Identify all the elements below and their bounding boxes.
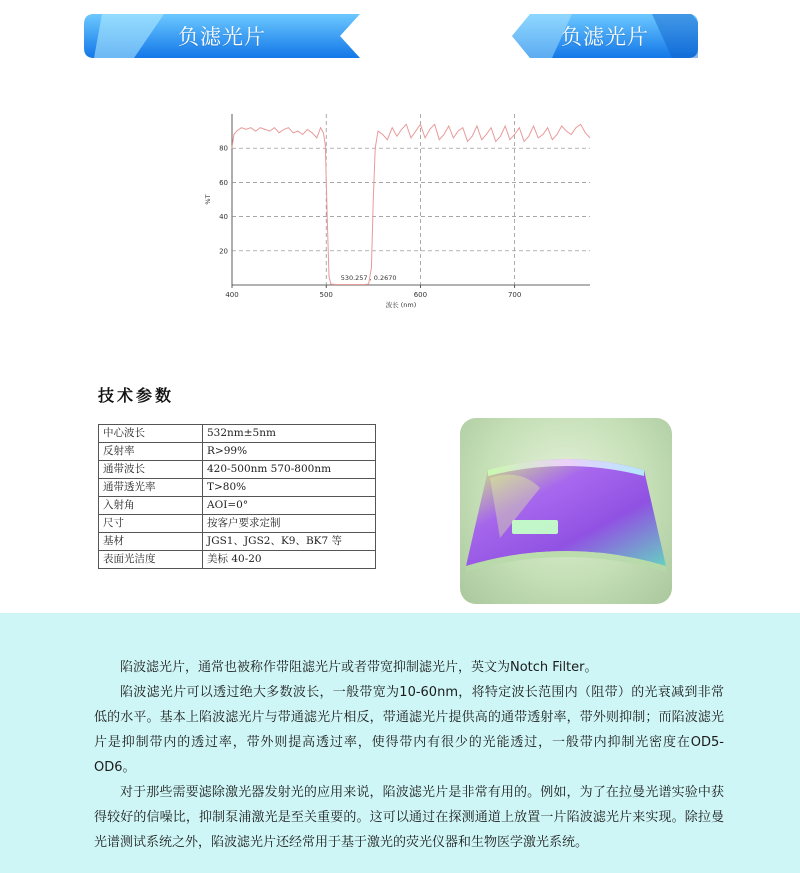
- transmission-chart-svg: [190, 110, 610, 325]
- spec-value: 美标 40-20: [203, 551, 376, 569]
- spec-value: T>80%: [203, 479, 376, 497]
- spec-value: 420-500nm 570-800nm: [203, 461, 376, 479]
- x-tick-label: 600: [413, 291, 428, 299]
- banner-left-title: 负滤光片: [178, 25, 266, 49]
- min-point-annotation: 530.257 , 0.2670: [340, 274, 397, 282]
- spec-row: [99, 443, 376, 461]
- spec-row: [99, 425, 376, 443]
- x-tick-label: 400: [225, 291, 239, 299]
- spec-key: 通带波长: [99, 461, 203, 479]
- description-paragraph-3: 对于那些需要滤除激光器发射光的应用来说，陷波滤光片是非常有用的。例如，为了在拉曼光谱实验中获得较好的信噪比，抑制泵浦激光是至关重要的。这可以通过在探测通道上放置一片陷波滤光片来实现。除拉曼光谱测试系统之外，陷波滤光片还经常用于基于激光的荧光仪器和生物医学激光系统。: [94, 785, 724, 850]
- spec-key: 尺寸: [99, 515, 203, 533]
- specs-title: 技术参数: [98, 386, 175, 405]
- y-tick-label: 20: [219, 247, 228, 256]
- spec-key: 入射角: [99, 497, 203, 515]
- description-paragraph-1: 陷波滤光片，通常也被称作带阻滤光片或者带宽抑制滤光片，英文为Notch Filter。: [120, 660, 598, 675]
- spec-row: [99, 497, 376, 515]
- spec-key: 基材: [99, 533, 203, 551]
- description-panel: [0, 613, 800, 873]
- x-tick-label: 700: [507, 291, 522, 299]
- spec-value: R>99%: [203, 443, 376, 461]
- specs-table: [98, 424, 376, 569]
- y-tick-label: 80: [219, 144, 228, 153]
- spec-value: AOI=0°: [203, 497, 376, 515]
- banner-right-title: 负滤光片: [561, 25, 649, 49]
- filter-product-photo: [460, 418, 672, 604]
- spec-key: 表面光洁度: [99, 551, 203, 569]
- spec-row: [99, 551, 376, 569]
- spec-row: [99, 533, 376, 551]
- spec-row: [99, 515, 376, 533]
- x-axis-label: 波长 (nm): [385, 301, 417, 309]
- title-banner-right: [512, 14, 698, 58]
- y-tick-label: 60: [219, 178, 228, 187]
- description-paragraph-2: 陷波滤光片可以透过绝大多数波长，一般带宽为10-60nm，将特定波长范围内（阻带）的光衰减到非常低的水平。基本上陷波滤光片与带通滤光片相反，带通滤光片提供高的通带透射率，带外则抑制；而陷波滤光片是抑制带内的透过率，带外则提高透过率，使得带内有很少的光能透过，一般带内抑制光密度在OD5-OD6。: [94, 685, 724, 775]
- transmission-chart: [190, 110, 610, 325]
- title-banner-left: [84, 14, 360, 58]
- spec-key: 中心波长: [99, 425, 203, 443]
- spec-value: JGS1、JGS2、K9、BK7 等: [203, 533, 376, 551]
- spec-value: 按客户要求定制: [203, 515, 376, 533]
- spec-row: [99, 479, 376, 497]
- x-tick-label: 500: [319, 291, 333, 299]
- y-axis-label: %T: [204, 194, 212, 205]
- notch-filter-image: [460, 418, 672, 604]
- y-tick-label: 40: [219, 213, 228, 222]
- spec-value: 532nm±5nm: [203, 425, 376, 443]
- spec-key: 反射率: [99, 443, 203, 461]
- spec-key: 通带透光率: [99, 479, 203, 497]
- spec-row: [99, 461, 376, 479]
